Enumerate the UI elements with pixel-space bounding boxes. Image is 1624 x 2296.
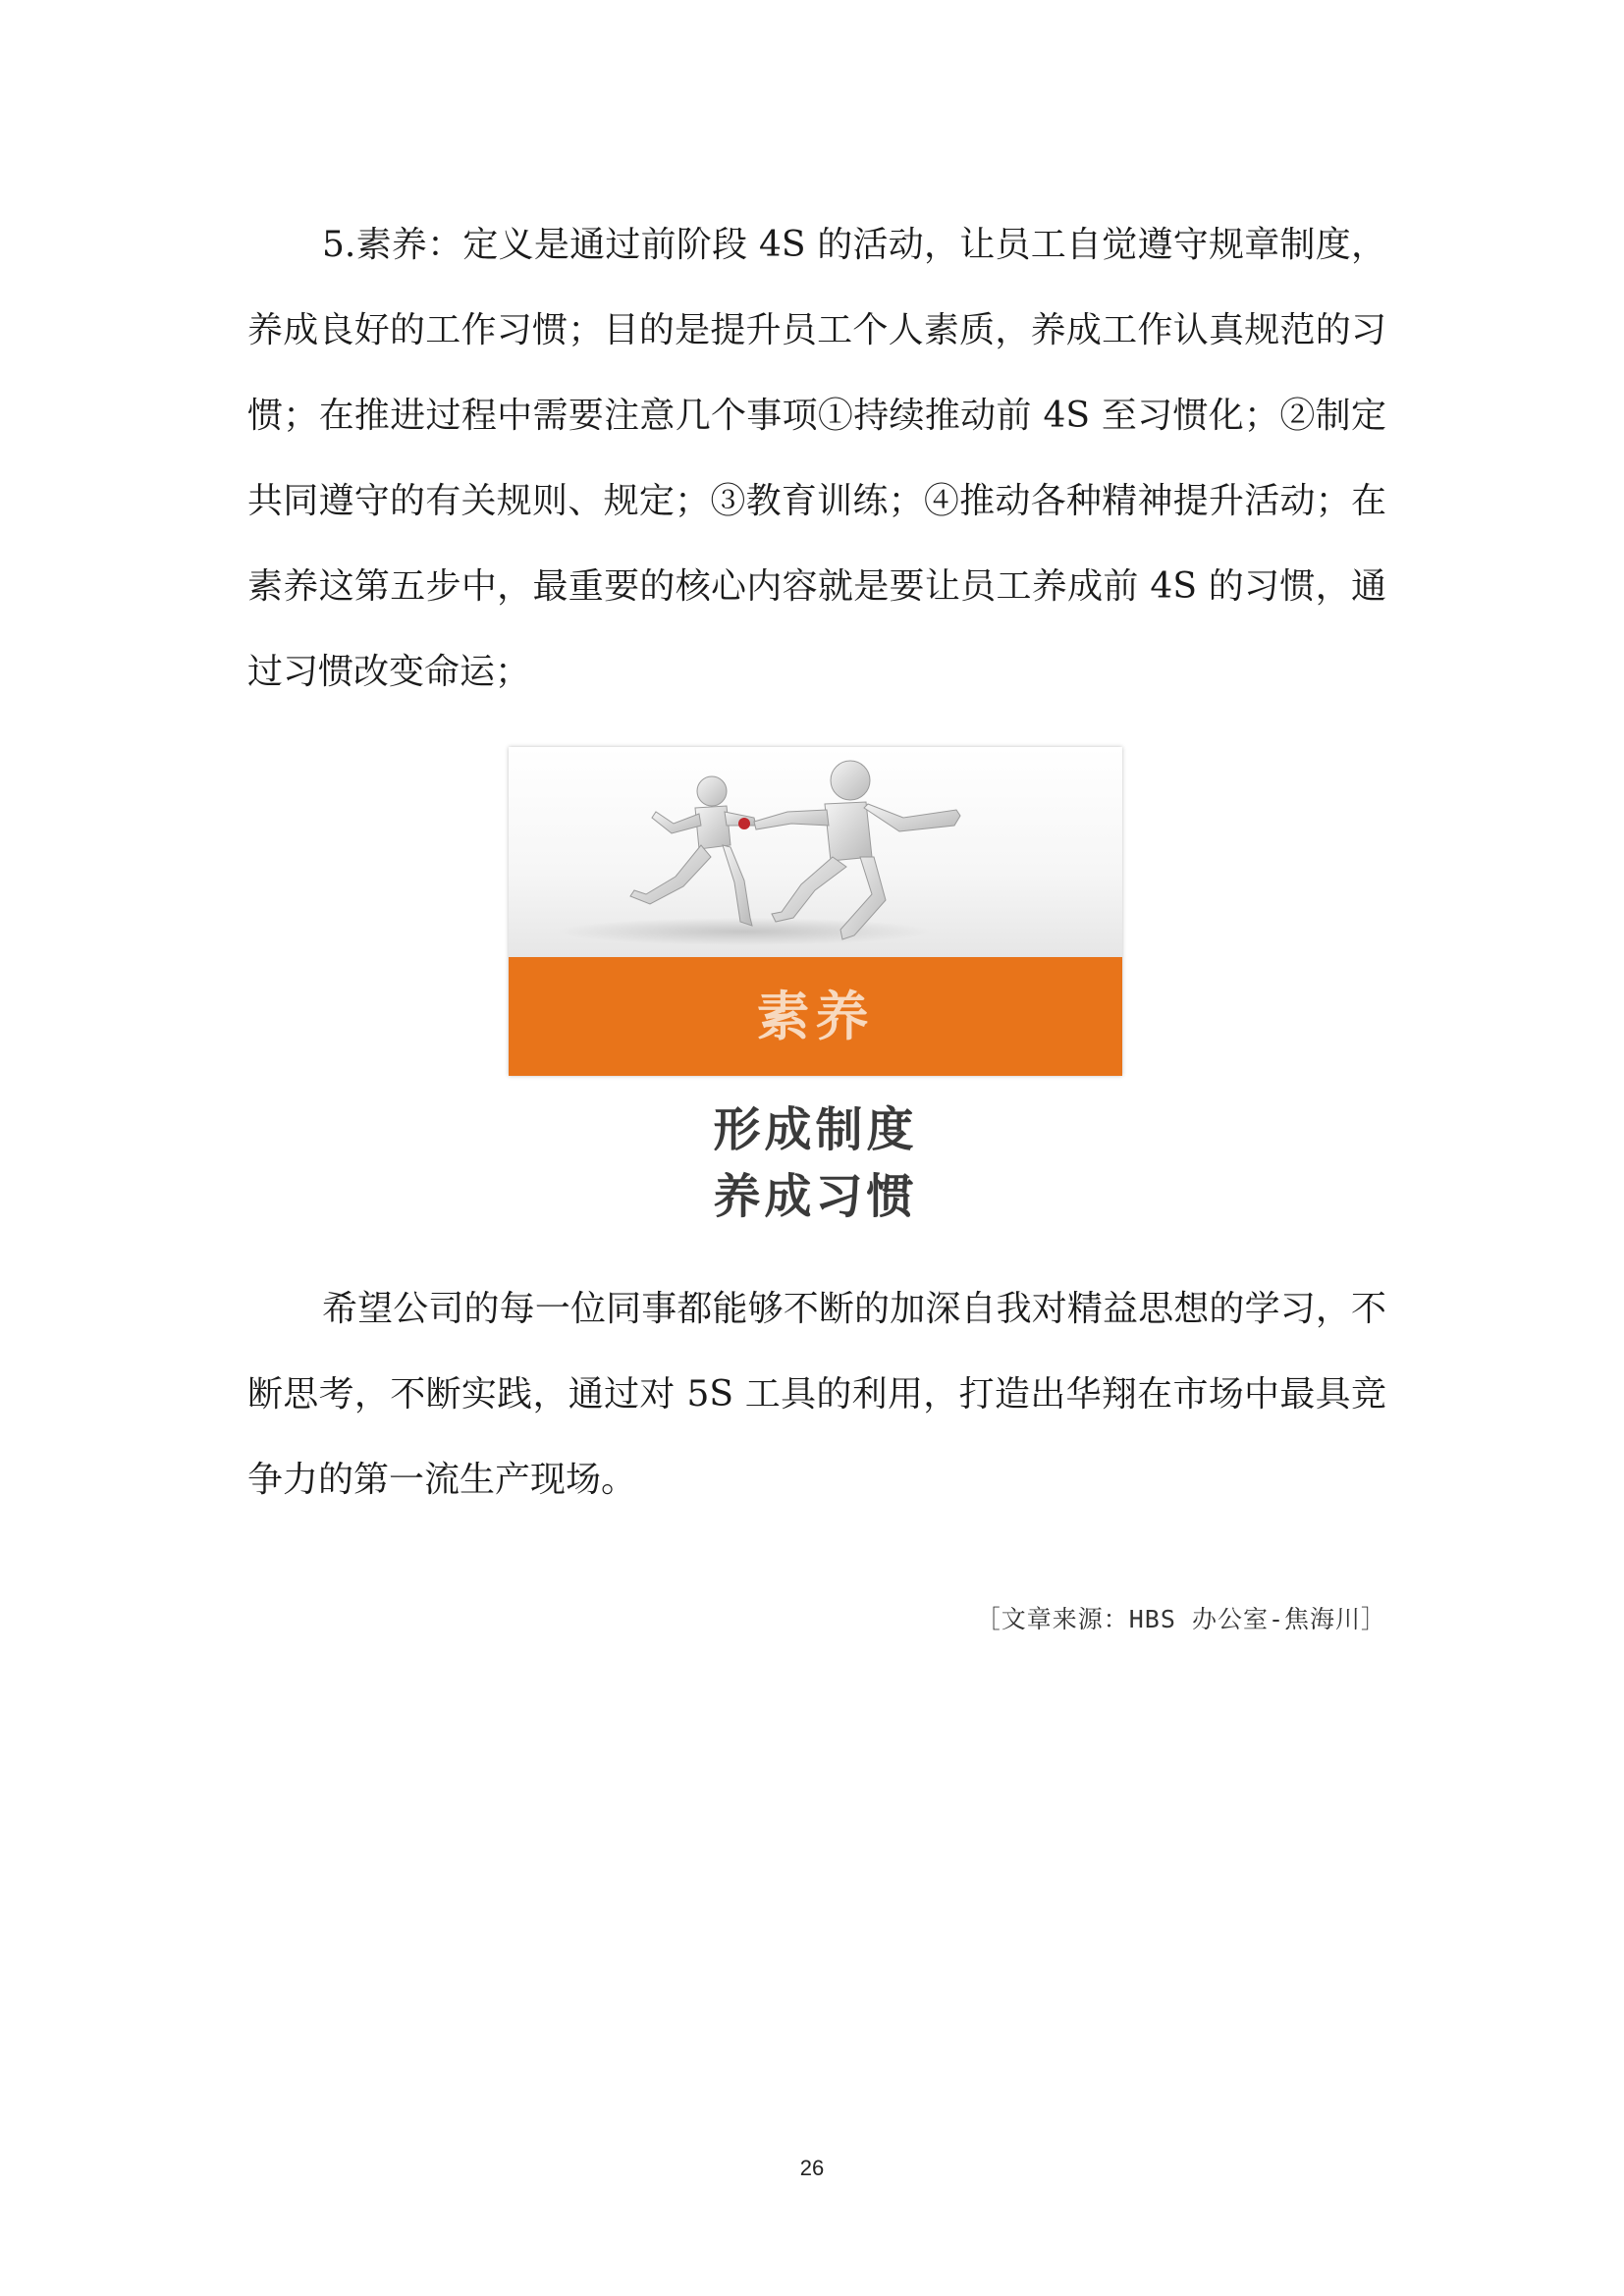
figure-caption-line-1: 形成制度 xyxy=(713,1102,918,1157)
article-source: ［文章来源：HBS 办公室-焦海川］ xyxy=(975,1605,1386,1633)
figure-band-label: 素养 xyxy=(756,986,875,1047)
page-number: 26 xyxy=(799,2156,825,2180)
paragraph-closing-wish: 希望公司的每一位同事都能够不断的加深自我对精益思想的学习，不断思考，不断实践，通过对 5S 工具的利用，打造出华翔在市场中最具竞争力的第一流生产现场。 xyxy=(247,1289,1386,1500)
relay-runners-image xyxy=(509,747,1122,957)
figure-caption-line-2: 养成习惯 xyxy=(713,1169,918,1224)
paragraph-suyang-definition: 5.素养：定义是通过前阶段 4S 的活动，让员工自觉遵守规章制度，养成良好的工作习惯；目的是提升员工个人素质，养成工作认真规范的习惯；在推进过程中需要注意几个事项①持续推动前 4S 至习惯化；②制定共同遵守的有关规则、规定；③教育训练；④推动各种精神提升活动；在素养这第五步中，最重要的核心内容就是要让员工养成前 4S 的习惯，通过习惯改变命运； xyxy=(247,225,1386,692)
runner-right-figure xyxy=(754,761,960,939)
relay-baton-icon xyxy=(738,818,750,829)
runner-left-figure xyxy=(630,776,756,926)
suyang-illustration xyxy=(509,747,1122,1076)
